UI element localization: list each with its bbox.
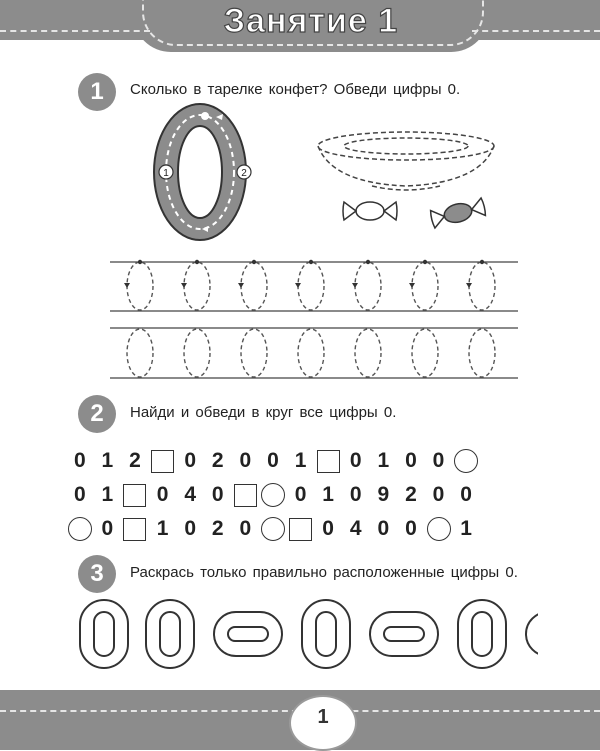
digit-cell[interactable]: 1	[294, 449, 307, 472]
digit-cell[interactable]: 2	[129, 449, 141, 472]
arrow-icon	[409, 283, 415, 288]
answer-box[interactable]	[123, 518, 146, 541]
digit-cell[interactable]: 0	[460, 483, 472, 506]
digit-cell[interactable]: 0	[184, 517, 197, 540]
trace-zero[interactable]	[412, 262, 438, 310]
digit-cell[interactable]: 0	[239, 517, 252, 540]
header-stitch	[0, 30, 150, 32]
coloring-zeros-canvas	[78, 598, 538, 670]
answer-circle[interactable]	[427, 517, 451, 541]
start-dot-icon	[252, 260, 256, 264]
coloring-zeros	[78, 598, 538, 670]
answer-circle[interactable]	[261, 483, 285, 507]
candy-icon	[340, 196, 400, 226]
zero-sideways[interactable]	[526, 612, 538, 656]
digit-cell[interactable]: 0	[73, 449, 86, 472]
plate-icon[interactable]	[312, 128, 502, 203]
trace-zero[interactable]	[241, 329, 267, 377]
task-2-badge: 2	[78, 395, 116, 433]
digit-cell[interactable]: 4	[184, 483, 197, 506]
trace-zero[interactable]	[412, 329, 438, 377]
digit-cell[interactable]: 0	[432, 483, 445, 506]
answer-box[interactable]	[234, 484, 257, 507]
digit-cell[interactable]: 0	[239, 449, 252, 472]
trace-zero[interactable]	[127, 262, 153, 310]
grid-cell	[259, 480, 287, 510]
answer-circle[interactable]	[261, 517, 285, 541]
header-stitch	[472, 30, 600, 32]
digit-cell[interactable]: 2	[405, 483, 417, 506]
answer-box[interactable]	[151, 450, 174, 473]
zero-upright[interactable]	[302, 600, 350, 668]
start-dot-icon	[480, 260, 484, 264]
digit-cell[interactable]: 2	[211, 449, 224, 472]
answer-box[interactable]	[123, 484, 146, 507]
grid-cell	[259, 514, 287, 544]
task-1-badge: 1	[78, 73, 116, 111]
digit-cell[interactable]: 0	[156, 483, 169, 506]
digit-cell[interactable]: 0	[405, 517, 417, 540]
arrow-icon	[124, 283, 130, 288]
trace-zero[interactable]	[184, 329, 210, 377]
digit-cell[interactable]: 0	[432, 449, 445, 472]
digit-cell[interactable]: 1	[101, 449, 114, 472]
answer-box[interactable]	[289, 518, 312, 541]
trace-zero[interactable]	[241, 262, 267, 310]
task-3-badge: 3	[78, 555, 116, 593]
digit-cell[interactable]: 4	[349, 517, 362, 540]
tracing-rows[interactable]	[110, 254, 520, 389]
digit-cell[interactable]: 1	[460, 517, 472, 540]
grid-cell	[149, 446, 177, 476]
arrow-icon	[466, 283, 472, 288]
grid-cell	[232, 480, 260, 510]
page-title: Занятие 1	[223, 2, 399, 40]
trace-zero[interactable]	[127, 329, 153, 377]
trace-zero[interactable]	[298, 329, 324, 377]
digit-row	[66, 446, 480, 476]
answer-circle[interactable]	[68, 517, 92, 541]
zero-sideways[interactable]	[214, 612, 282, 656]
start-dot-icon	[195, 260, 199, 264]
digit-cell[interactable]: 1	[156, 517, 169, 540]
digit-cell[interactable]: 0	[405, 449, 417, 472]
digit-cell[interactable]: 0	[294, 483, 307, 506]
grid-cell	[452, 446, 480, 476]
stroke-end-label: 2	[241, 168, 247, 179]
zero-sideways[interactable]	[370, 612, 438, 656]
trace-row[interactable]	[124, 260, 495, 310]
digit-cell[interactable]: 1	[377, 449, 390, 472]
task-3-instruction: Раскрась только правильно расположенные цифры 0.	[130, 564, 518, 581]
trace-zero[interactable]	[469, 262, 495, 310]
digit-cell[interactable]: 0	[349, 449, 362, 472]
answer-box[interactable]	[317, 450, 340, 473]
zero-upright[interactable]	[80, 600, 128, 668]
start-dot-icon	[366, 260, 370, 264]
stroke-start-label: 1	[163, 168, 169, 179]
trace-zero[interactable]	[469, 329, 495, 377]
trace-zero[interactable]	[184, 262, 210, 310]
arrow-icon	[295, 283, 301, 288]
zero-stroke-guide[interactable]	[140, 100, 270, 250]
trace-row[interactable]	[127, 329, 495, 377]
grid-cell	[287, 514, 315, 544]
trace-zero[interactable]	[355, 262, 381, 310]
digit-cell[interactable]: 2	[211, 517, 224, 540]
grid-cell	[121, 480, 149, 510]
task-2-instruction: Найди и обведи в круг все цифры 0.	[130, 404, 397, 421]
digit-cell[interactable]: 1	[322, 483, 334, 506]
digit-cell[interactable]: 0	[377, 517, 390, 540]
digit-cell[interactable]: 0	[211, 483, 224, 506]
grid-cell	[121, 514, 149, 544]
zero-inner-hole	[178, 126, 222, 218]
digit-cell[interactable]: 1	[101, 483, 114, 506]
digit-grid	[66, 446, 480, 548]
start-dot-icon	[423, 260, 427, 264]
digit-cell[interactable]: 0	[101, 517, 114, 540]
zero-upright[interactable]	[458, 600, 506, 668]
grid-cell	[425, 514, 453, 544]
grid-cell	[314, 446, 342, 476]
digit-cell[interactable]: 9	[377, 483, 390, 506]
candy-icon	[428, 196, 488, 230]
arrow-icon	[238, 283, 244, 288]
digit-row	[66, 480, 480, 510]
arrow-icon	[352, 283, 358, 288]
digit-cell[interactable]: 0	[267, 449, 279, 472]
grid-cell	[66, 514, 94, 544]
digit-row	[66, 514, 480, 544]
digit-cell[interactable]: 0	[349, 483, 362, 506]
digit-cell[interactable]: 0	[184, 449, 197, 472]
start-dot-icon	[138, 260, 142, 264]
start-dot-icon	[309, 260, 313, 264]
arrow-icon	[181, 283, 187, 288]
digit-cell[interactable]: 0	[322, 517, 334, 540]
page-number: 1	[317, 706, 329, 728]
zero-upright[interactable]	[146, 600, 194, 668]
start-dot-icon	[201, 112, 209, 120]
digit-cell[interactable]: 0	[73, 483, 86, 506]
trace-zero[interactable]	[298, 262, 324, 310]
task-1-instruction: Сколько в тарелке конфет? Обведи цифры 0.	[130, 81, 461, 98]
trace-zero[interactable]	[355, 329, 381, 377]
answer-circle[interactable]	[454, 449, 478, 473]
